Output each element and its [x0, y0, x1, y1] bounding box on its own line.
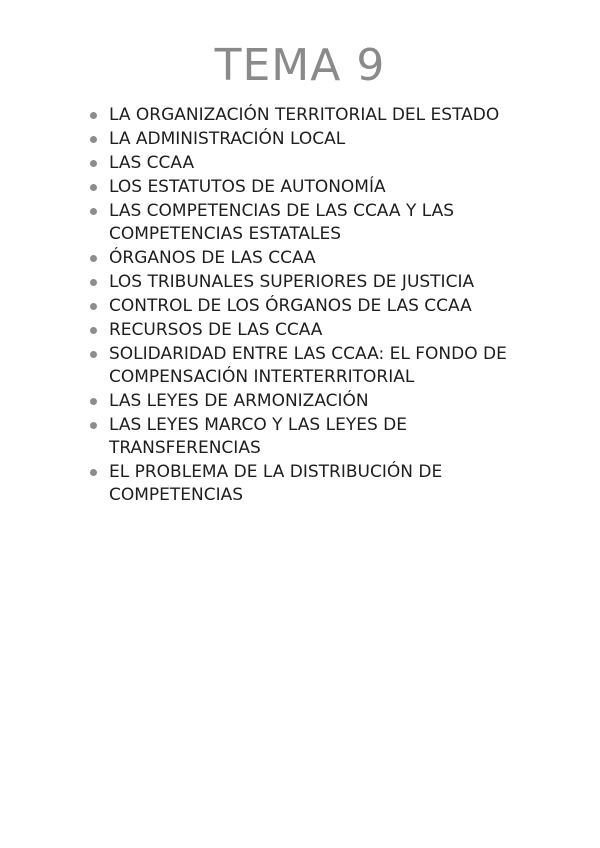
bullet-icon	[90, 303, 97, 310]
topic-text: LAS COMPETENCIAS DE LAS CCAA Y LAS COMPETENCIAS ESTATALES	[109, 201, 455, 244]
topic-item	[88, 343, 528, 389]
bullet-icon	[90, 279, 97, 286]
bullet-icon	[90, 184, 97, 191]
topic-text: LAS CCAA	[109, 153, 195, 173]
bullet-icon	[90, 469, 97, 476]
topic-text: RECURSOS DE LAS CCAA	[109, 320, 323, 340]
bullet-icon	[90, 208, 97, 215]
topic-text: LOS TRIBUNALES SUPERIORES DE JUSTICIA	[109, 272, 475, 292]
topic-item	[88, 390, 528, 413]
topic-item	[88, 176, 528, 199]
topic-item	[88, 414, 528, 460]
bullet-icon	[90, 398, 97, 405]
topic-item	[88, 271, 528, 294]
topic-item	[88, 128, 528, 151]
topic-list	[88, 104, 528, 508]
bullet-icon	[90, 351, 97, 358]
bullet-icon	[90, 327, 97, 334]
topic-text: ÓRGANOS DE LAS CCAA	[109, 248, 316, 268]
bullet-icon	[90, 136, 97, 143]
topic-item	[88, 152, 528, 175]
topic-text: LOS ESTATUTOS DE AUTONOMÍA	[109, 177, 386, 197]
topic-item	[88, 461, 528, 507]
topic-text: EL PROBLEMA DE LA DISTRIBUCIÓN DE COMPETENCIAS	[109, 462, 443, 505]
topic-text: LA ORGANIZACIÓN TERRITORIAL DEL ESTADO	[109, 105, 500, 125]
topic-item	[88, 295, 528, 318]
topic-item	[88, 104, 528, 127]
bullet-icon	[90, 160, 97, 167]
topic-text: LAS LEYES DE ARMONIZACIÓN	[109, 391, 369, 411]
topic-text: LA ADMINISTRACIÓN LOCAL	[109, 129, 346, 149]
topic-text: CONTROL DE LOS ÓRGANOS DE LAS CCAA	[109, 296, 472, 316]
bullet-icon	[90, 422, 97, 429]
topic-item	[88, 200, 528, 246]
topic-text: LAS LEYES MARCO Y LAS LEYES DE TRANSFERENCIAS	[109, 415, 407, 458]
topic-item	[88, 247, 528, 270]
topic-item	[88, 319, 528, 342]
page-title: TEMA 9	[214, 40, 386, 91]
bullet-icon	[90, 112, 97, 119]
topic-text: SOLIDARIDAD ENTRE LAS CCAA: EL FONDO DE COMPENSACIÓN INTERTERRITORIAL	[109, 344, 507, 387]
bullet-icon	[90, 255, 97, 262]
